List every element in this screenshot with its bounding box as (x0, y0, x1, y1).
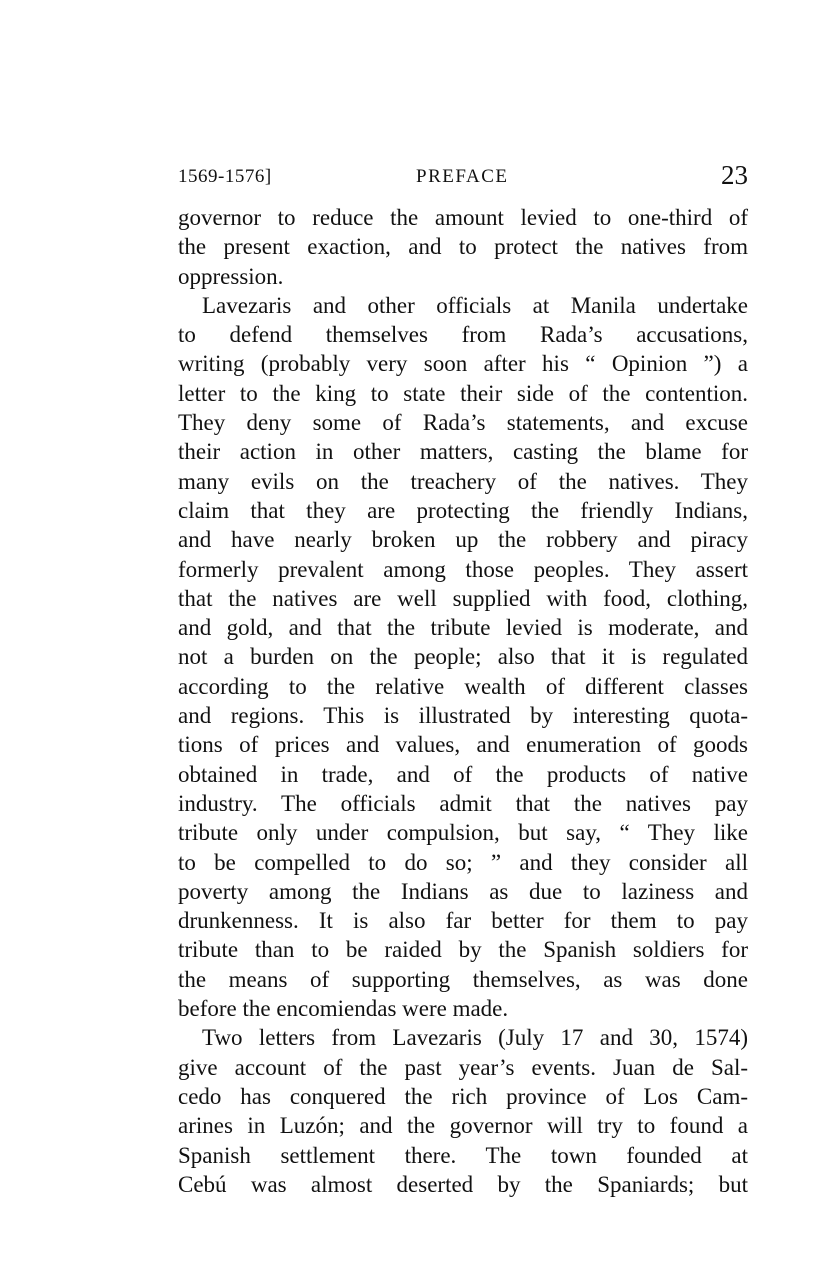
text-line: give account of the past year’s events. Juan de Sal- (178, 1054, 748, 1080)
text-line: Lavezaris and other officials at Manila undertake (202, 292, 748, 318)
text-line: poverty among the Indians as due to laziness and (178, 878, 748, 904)
text-line: obtained in trade, and of the products of native (178, 761, 748, 787)
running-title: PREFACE (416, 166, 509, 187)
text-line: claim that they are protecting the friendly Indians, (178, 497, 748, 523)
text-line: tions of prices and values, and enumeration of goods (178, 732, 748, 758)
text-line: Two letters from Lavezaris (July 17 and 30, 1574) (202, 1025, 748, 1051)
text-line: writing (probably very soon after his “ Opinion ”) a (178, 351, 748, 377)
text-line: formerly prevalent among those peoples. They assert (178, 556, 748, 582)
text-line: arines in Luzón; and the governor will try to found a (178, 1113, 748, 1139)
text-line: the means of supporting themselves, as was done (178, 966, 748, 992)
text-line: their action in other matters, casting the blame for (178, 439, 748, 465)
text-line: industry. The officials admit that the natives pay (178, 790, 748, 816)
text-line: oppression. (178, 263, 284, 289)
text-line: and regions. This is illustrated by interesting quota- (178, 703, 748, 729)
text-line: to be compelled to do so; ” and they consider all (178, 849, 748, 875)
text-line: and have nearly broken up the robbery and piracy (178, 527, 748, 553)
text-line: Spanish settlement there. The town founded at (178, 1142, 748, 1168)
text-line: tribute than to be raided by the Spanish soldiers for (178, 937, 748, 963)
text-line: many evils on the treachery of the natives. They (178, 468, 748, 494)
text-line: according to the relative wealth of different classes (178, 673, 748, 699)
text-line: before the encomiendas were made. (178, 996, 509, 1022)
page-number: 23 (721, 160, 748, 190)
text-line: They deny some of Rada’s statements, and excuse (178, 410, 748, 436)
text-line: to defend themselves from Rada’s accusations, (178, 322, 748, 348)
text-line: and gold, and that the tribute levied is moderate, and (178, 615, 748, 641)
text-line: cedo has conquered the rich province of Los Cam- (178, 1083, 748, 1109)
text-line: drunkenness. It is also far better for them to pay (178, 908, 748, 934)
running-header (178, 160, 748, 192)
text-line: Cebú was almost deserted by the Spaniards; but (178, 1171, 748, 1197)
text-line: tribute only under compulsion, but say, “ They like (178, 820, 748, 846)
text-line: that the natives are well supplied with food, clothing, (178, 585, 748, 611)
text-line: not a burden on the people; also that it is regulated (178, 644, 748, 670)
text-line: governor to reduce the amount levied to one-third of (178, 205, 748, 230)
text-line: letter to the king to state their side of the contention. (178, 380, 748, 406)
body-text (178, 203, 748, 1199)
date-range: 1569-1576] (178, 166, 272, 187)
text-line: the present exaction, and to protect the natives from (178, 234, 748, 260)
